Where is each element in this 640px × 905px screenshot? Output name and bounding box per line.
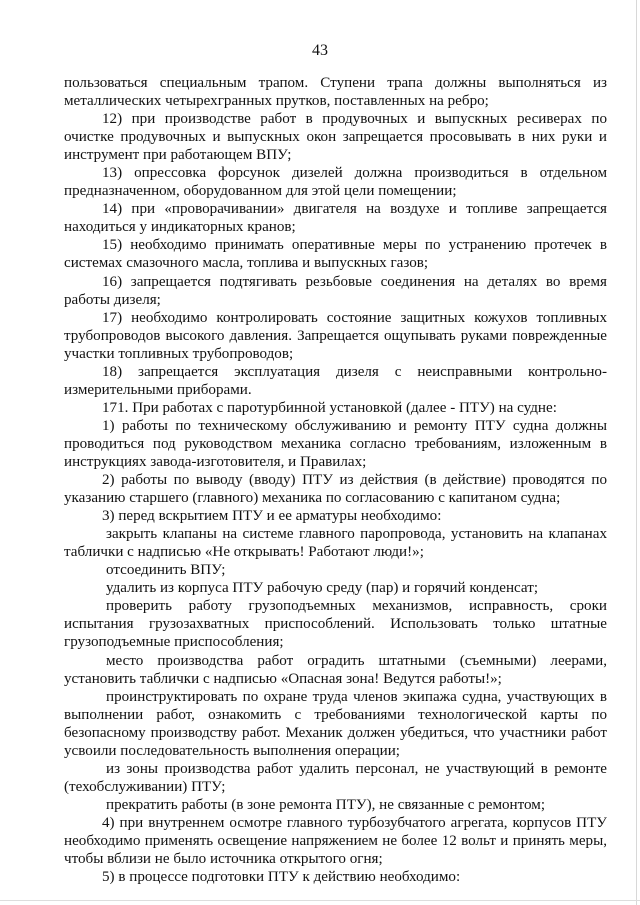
paragraph-step: закрыть клапаны на системе главного паропровода, установить на клапанах таблички с надписью «Не открывать! Работают люди!»; bbox=[64, 526, 607, 561]
paragraph-item-2: 2) работы по выводу (вводу) ПТУ из действия (в действие) проводятся по указанию старшего (главного) механика по согласованию с капитаном судна; bbox=[64, 472, 607, 507]
paragraph-item-1: 1) работы по техническому обслуживанию и ремонту ПТУ судна должны проводиться под руководством механика согласно требованиям, изложенным в инструкциях завода-изготовителя, и Правилах; bbox=[64, 417, 607, 470]
paragraph-continuation: пользоваться специальным трапом. Ступени трапа должны выполняться из металлических четырехгранных прутков, поставленных на ребро; bbox=[64, 75, 607, 110]
scan-edge-right bbox=[636, 0, 637, 905]
scan-edge-bottom bbox=[0, 900, 640, 901]
paragraph-item-14: 14) при «проворачивании» двигателя на воздухе и топливе запрещается находиться у индикаторных кранов; bbox=[64, 201, 607, 236]
paragraph-step: проинструктировать по охране труда членов экипажа судна, участвующих в выполнении работ, ознакомить с требованиями технологической карты по безопасному производству работ. Механик должен убедиться, что участники работ усвоили последовательность выполнения операции; bbox=[64, 688, 607, 759]
paragraph-step: место производства работ оградить штатными (съемными) леерами, установить таблички с надписью «Опасная зона! Ведутся работы!»; bbox=[64, 652, 607, 687]
paragraph-item-16: 16) запрещается подтягивать резьбовые соединения на деталях во время работы дизеля; bbox=[64, 273, 607, 308]
paragraph-item-17: 17) необходимо контролировать состояние защитных кожухов топливных трубопроводов высокого давления. Запрещается ощупывать руками поврежденные участки топливных трубопроводов; bbox=[64, 309, 607, 362]
paragraph-step: прекратить работы (в зоне ремонта ПТУ), не связанные с ремонтом; bbox=[106, 796, 546, 813]
paragraph-item-15: 15) необходимо принимать оперативные меры по устранению протечек в системах смазочного масла, топлива и выпускных газов; bbox=[64, 237, 607, 272]
paragraph-step: отсоединить ВПУ; bbox=[106, 562, 226, 579]
paragraph-item-5: 5) в процессе подготовки ПТУ к действию необходимо: bbox=[102, 869, 461, 886]
paragraph-step: из зоны производства работ удалить персонал, не участвующий в ремонте (техобслуживании) ПТУ; bbox=[64, 760, 607, 795]
paragraph-item-18: 18) запрещается эксплуатация дизеля с неисправными контрольно-измерительными приборами. bbox=[64, 363, 607, 398]
paragraph-step: удалить из корпуса ПТУ рабочую среду (пар) и горячий конденсат; bbox=[106, 580, 539, 597]
paragraph-section-171: 171. При работах с паротурбинной установкой (далее - ПТУ) на судне: bbox=[102, 399, 557, 416]
paragraph-item-3: 3) перед вскрытием ПТУ и ее арматуры необходимо: bbox=[102, 508, 442, 525]
paragraph-item-12: 12) при производстве работ в продувочных и выпускных ресиверах по очистке продувочных и выпускных окон запрещается просовывать в них руки и инструмент при работающем ВПУ; bbox=[64, 111, 607, 164]
paragraph-step: проверить работу грузоподъемных механизмов, исправность, сроки испытания грузозахватных приспособлений. Использовать только штатные грузоподъемные приспособления; bbox=[64, 598, 607, 651]
body-text bbox=[64, 74, 607, 886]
paragraph-item-13: 13) опрессовка форсунок дизелей должна производиться в отдельном предназначенном, оборудованном для этой цели помещении; bbox=[64, 165, 607, 200]
page-number: 43 bbox=[312, 42, 328, 59]
paragraph-item-4: 4) при внутреннем осмотре главного турбозубчатого агрегата, корпусов ПТУ необходимо применять освещение напряжением не более 12 вольт и принять меры, чтобы вблизи не было источника открытого огня; bbox=[64, 814, 607, 868]
